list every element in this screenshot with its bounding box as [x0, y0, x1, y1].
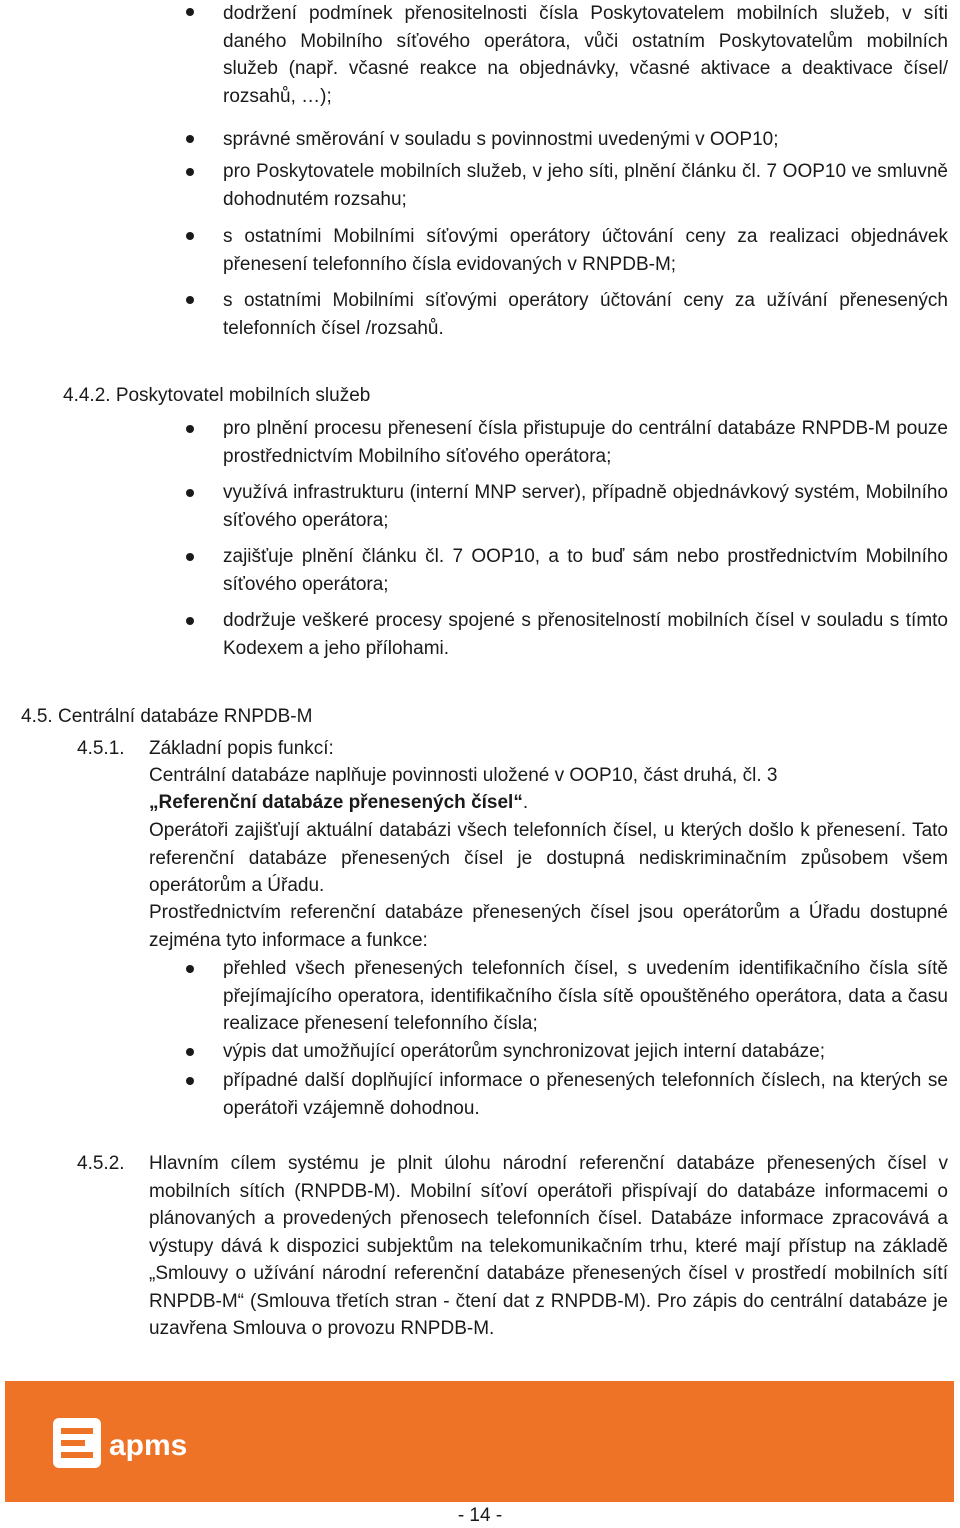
bullet-dot — [186, 232, 194, 240]
db-reference-title — [149, 789, 948, 817]
subsection-number-4-5-1: 4.5.1. — [77, 738, 125, 759]
section-heading-4-4-2: 4.4.2. Poskytovatel mobilních služeb — [63, 385, 371, 406]
page-number: - 14 - — [457, 1505, 503, 1526]
feature-bullet-1: přehled všech přenesených telefonních čísel, s uvedením identifikačního čísla sítě přejímajícího operatora, identifikačního čísla sítě opouštěného operátora, data a času realizace přenesení telefonního čísla; — [223, 958, 948, 1034]
db-obligation-line: Centrální databáze naplňuje povinnosti uložené v OOP10, část druhá, čl. 3 — [149, 765, 778, 786]
apms-logo — [51, 1417, 201, 1469]
bullet-dot — [186, 553, 194, 561]
bullet-dot — [186, 425, 194, 433]
system-goal-paragraph: Hlavním cílem systému je plnit úlohu národní referenční databáze přenesených čísel v mobilních sítích (RNPDB-M). Mobilní síťoví operátoři přispívají do databáze informacemi o plánovaných a provedených přenosech telefonních čísel. Databáze informace zpracovává a výstupy dává k dispozici subjektům na telekomunikačním trhu, které mají přístup na základě „Smlouvy o užívání národní referenční databáze přenesených čísel v prostředí mobilních sítí RNPDB-M“ (Smlouva třetích stran - čtení dat z RNPDB-M). Pro zápis do centrální databáze je uzavřena Smlouva o provozu RNPDB-M. — [149, 1153, 948, 1339]
top-bullet-3: pro Poskytovatele mobilních služeb, v jeho síti, plnění článku čl. 7 OOP10 ve smluvně dohodnutém rozsahu; — [223, 161, 948, 210]
operators-paragraph: Operátoři zajišťují aktuální databázi všech telefonních čísel, u kterých došlo k přenesení. Tato referenční databáze přenesených čísel je dostupná nediskriminačním způsobem všem operátorům a Úřadu. — [149, 820, 948, 896]
bullet-dot — [186, 135, 194, 143]
bullet-dot — [186, 296, 194, 304]
bullet-dot — [186, 489, 194, 497]
bullet-dot — [186, 1077, 194, 1085]
apms-logo-stripe — [61, 1428, 93, 1434]
feature-bullet-3: případné další doplňující informace o přenesených telefonních číslech, na kterých se operátoři vzájemně dohodnou. — [223, 1070, 948, 1119]
db-reference-bold: „Referenční databáze přenesených čísel“ — [149, 792, 523, 813]
apms-logo-stripe — [61, 1452, 93, 1458]
bullet-dot — [186, 617, 194, 625]
apms-logo-stripe — [61, 1440, 85, 1446]
features-intro-paragraph: Prostřednictvím referenční databáze přenesených čísel jsou operátorům a Úřadu dostupné zejména tyto informace a funkce: — [149, 902, 948, 951]
apms-logo-text: apms — [109, 1429, 188, 1462]
top-bullet-5: s ostatními Mobilními síťovými operátory účtování ceny za užívání přenesených telefonních čísel /rozsahů. — [223, 290, 948, 339]
subsection-number-4-5-2: 4.5.2. — [77, 1153, 125, 1174]
bullet-dot — [186, 168, 194, 176]
bullet-dot — [186, 8, 194, 16]
provider-bullet-3: zajišťuje plnění článku čl. 7 OOP10, a to buď sám nebo prostřednictvím Mobilního síťového operátora; — [223, 546, 948, 595]
feature-bullet-2: výpis dat umožňující operátorům synchronizovat jejich interní databáze; — [223, 1041, 825, 1062]
provider-bullet-2: využívá infrastrukturu (interní MNP server), případně objednávkový systém, Mobilního síťového operátora; — [223, 482, 948, 531]
top-bullet-1: dodržení podmínek přenositelnosti čísla Poskytovatelem mobilních služeb, v síti daného Mobilního síťového operátora, vůči ostatním Poskytovatelům mobilních služeb (např. včasné reakce na objednávky, včasné aktivace a deaktivace čísel/ rozsahů, …); — [223, 3, 948, 107]
top-bullet-2: správné směrování v souladu s povinnostmi uvedenými v OOP10; — [223, 129, 779, 150]
bullet-dot — [186, 965, 194, 973]
db-reference-end: . — [522, 792, 529, 813]
bullet-dot — [186, 1048, 194, 1056]
provider-bullet-1: pro plnění procesu přenesení čísla přistupuje do centrální databáze RNPDB-M pouze prostřednictvím Mobilního síťového operátora; — [223, 418, 948, 467]
provider-bullet-4: dodržuje veškeré procesy spojené s přenositelností mobilních čísel v souladu s tímto Kodexem a jeho přílohami. — [223, 610, 948, 659]
section-heading-4-5: 4.5. Centrální databáze RNPDB-M — [21, 706, 313, 727]
top-bullet-4: s ostatními Mobilními síťovými operátory účtování ceny za realizaci objednávek přenesení telefonního čísla evidovaných v RNPDB-M; — [223, 226, 948, 275]
subsection-title-4-5-1: Základní popis funkcí: — [149, 738, 334, 759]
